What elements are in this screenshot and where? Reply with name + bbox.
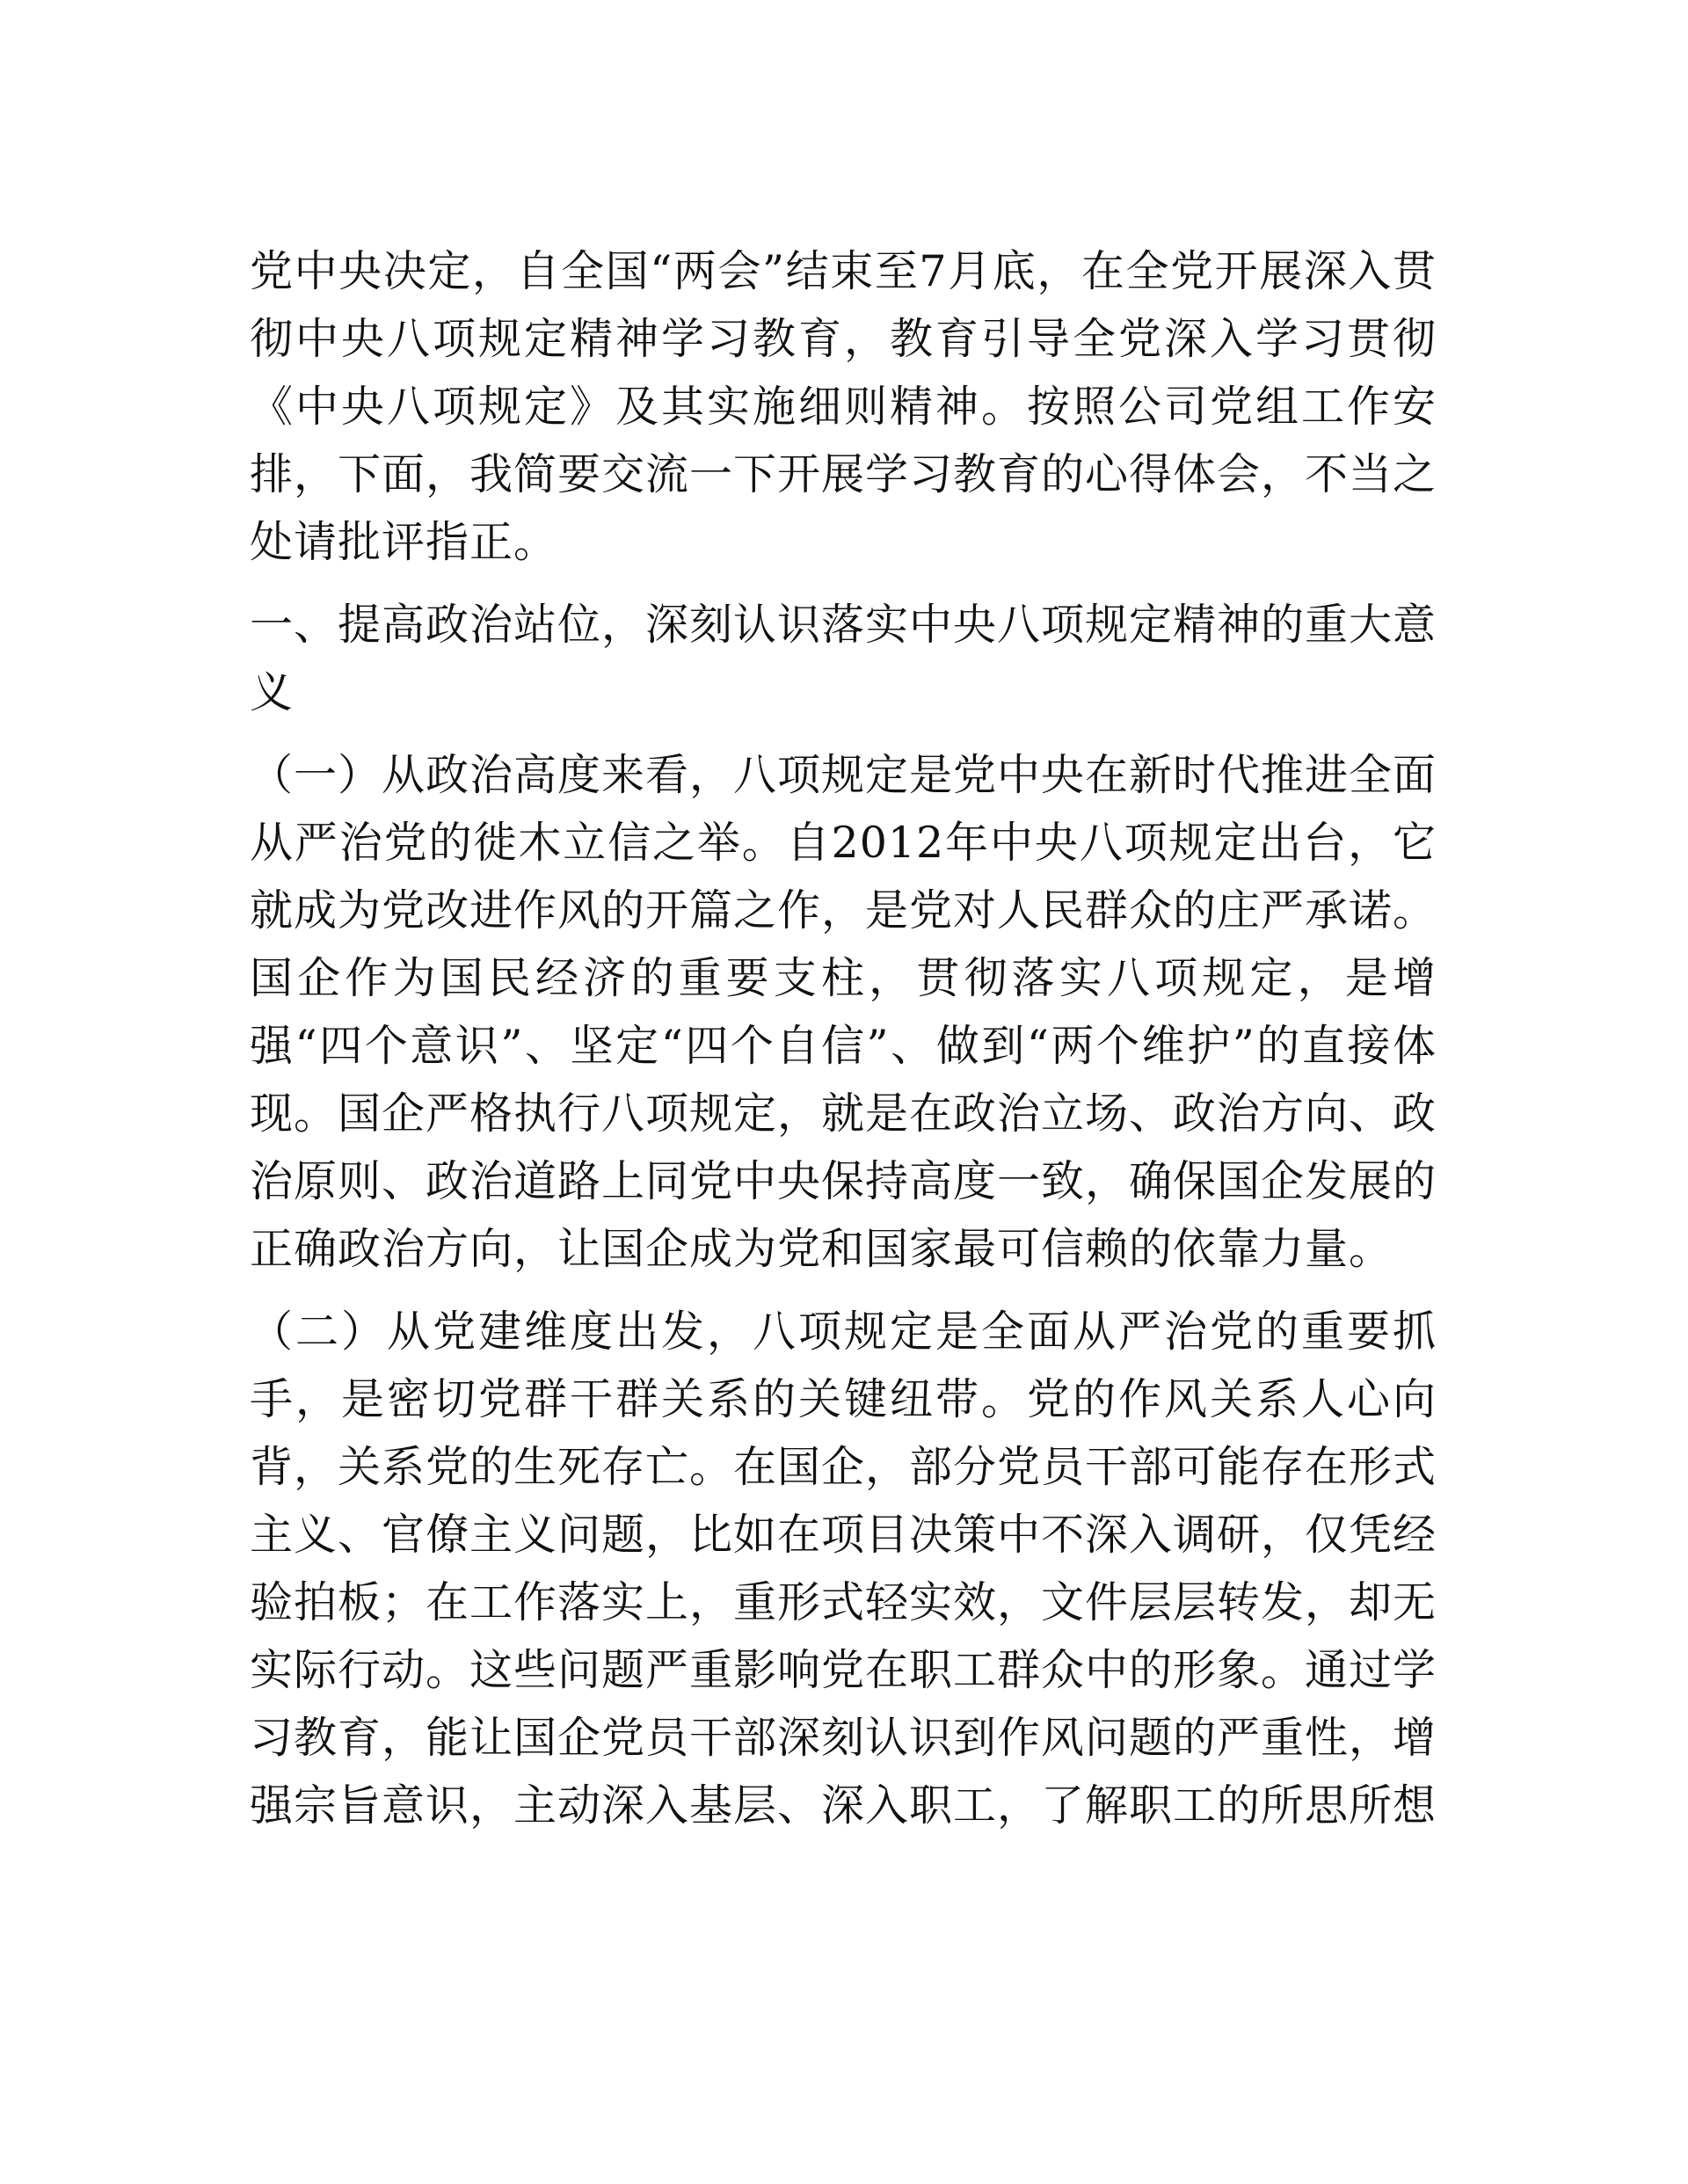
intro-paragraph: 党中央决定，自全国“两会”结束至7月底，在全党开展深入贯彻中央八项规定精神学习教育，教育引导全党深入学习贯彻《中央八项规定》及其实施细则精神。按照公司党组工作安排，下面，我简要交流一下开展学习教育的心得体会，不当之处请批评指正。 <box>250 246 1437 567</box>
section-heading: 一、提高政治站位，深刻认识落实中央八项规定精神的重大意义 <box>250 600 1437 717</box>
document-page <box>250 237 1437 1839</box>
paragraph-two: （二）从党建维度出发，八项规定是全面从严治党的重要抓手，是密切党群干群关系的关键纽带。党的作风关系人心向背，关系党的生死存亡。在国企，部分党员干部可能存在形式主义、官僚主义问题，比如在项目决策中不深入调研，仅凭经验拍板；在工作落实上，重形式轻实效，文件层层转发，却无实际行动。这些问题严重影响党在职工群众中的形象。通过学习教育，能让国企党员干部深刻认识到作风问题的严重性，增强宗旨意识，主动深入基层、深入职工，了解职工的所思所想 <box>250 1307 1437 1831</box>
paragraph-one: （一）从政治高度来看，八项规定是党中央在新时代推进全面从严治党的徙木立信之举。自2012年中央八项规定出台，它就成为党改进作风的开篇之作，是党对人民群众的庄严承诺。国企作为国民经济的重要支柱，贯彻落实八项规定，是增强“四个意识”、坚定“四个自信”、做到“两个维护”的直接体现。国企严格执行八项规定，就是在政治立场、政治方向、政治原则、政治道路上同党中央保持高度一致，确保国企发展的正确政治方向，让国企成为党和国家最可信赖的依靠力量。 <box>250 750 1437 1274</box>
